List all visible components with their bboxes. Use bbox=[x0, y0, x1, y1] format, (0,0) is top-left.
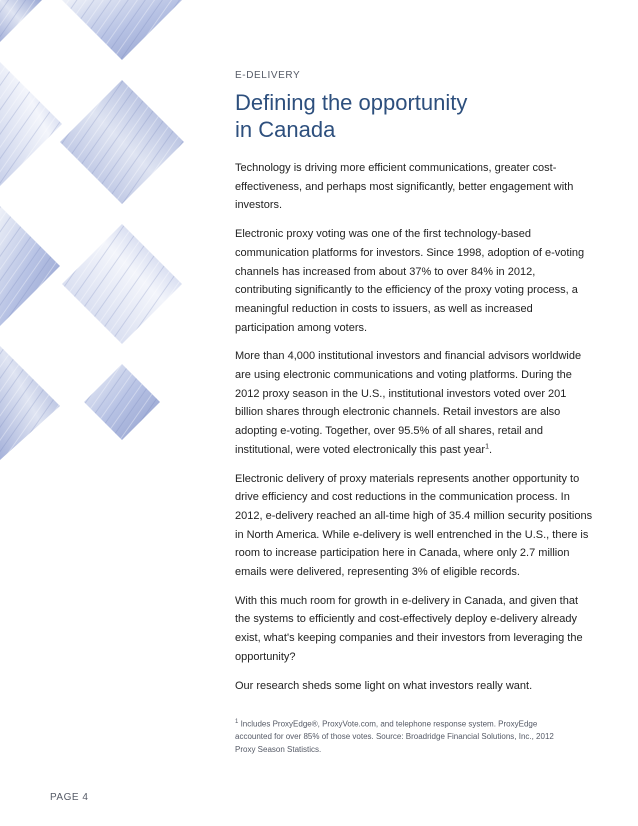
page-title-line-1: Defining the opportunity bbox=[235, 90, 468, 115]
decorative-diamond-artwork bbox=[0, 0, 230, 460]
footnote bbox=[235, 716, 565, 756]
paragraph-research: Our research sheds some light on what investors really want. bbox=[235, 679, 533, 692]
main-content bbox=[235, 70, 593, 705]
page-number: PAGE 4 bbox=[50, 792, 89, 803]
paragraph-institutional-tail: . bbox=[488, 443, 493, 456]
page-title-line-2: in Canada bbox=[235, 117, 336, 142]
paragraph-e-delivery: Electronic delivery of proxy materials represents another opportunity to drive efficiency and cost reductions in the communication process. In 2012, e-delivery reached an all-time high of 35.4 million security positions in North America. While e-delivery is well entrenched in the U.S., there is room to increase participation here in Canada, where only 2.7 million emails were delivered, representing 3% of eligible records. bbox=[235, 472, 593, 579]
footnote-reference: 1 bbox=[485, 443, 489, 451]
diamond-row-3 bbox=[0, 206, 182, 344]
paragraph-institutional bbox=[235, 347, 593, 459]
footnote-text: Includes ProxyEdge®, ProxyVote.com, and telephone response system. ProxyEdge accounted for over 85% of those votes. Source: Broadridge Financial Solutions, Inc., 2012 Proxy Season Statistics. bbox=[235, 719, 554, 754]
page-title bbox=[235, 89, 593, 143]
paragraph-e-voting: Electronic proxy voting was one of the first technology-based communication platforms for investors. Since 1998, adoption of e-voting channels has increased from about 37% to over 84% in 2012, contributing significantly to the efficiency of the proxy voting process, a meaningful reduction in costs to issuers, as well as increased participation among voters. bbox=[235, 228, 585, 334]
paragraph-technology: Technology is driving more efficient communications, greater cost-effectiveness, and perhaps most significantly, better engagement with investors. bbox=[235, 162, 574, 212]
paragraph-growth: With this much room for growth in e-delivery in Canada, and given that the systems to efficiently and cost-effectively deploy e-delivery already exist, what's keeping companies and their investors from leveraging the opportunity? bbox=[235, 594, 583, 663]
diamond-row-4 bbox=[0, 346, 160, 460]
section-label: E-DELIVERY bbox=[235, 70, 301, 81]
paragraph-institutional-text: More than 4,000 institutional investors and financial advisors worldwide are using electronic communications and voting platforms. During the 2012 proxy season in the U.S., institutional investors voted over 201 billion shares through electronic channels. Retail investors are also adopting e-voting. Together, over 95.5% of all shares, retail and institutional, were voted electronically this past year bbox=[235, 350, 582, 456]
footnote-mark: 1 bbox=[235, 719, 239, 725]
diamond-row-1 bbox=[0, 0, 182, 60]
